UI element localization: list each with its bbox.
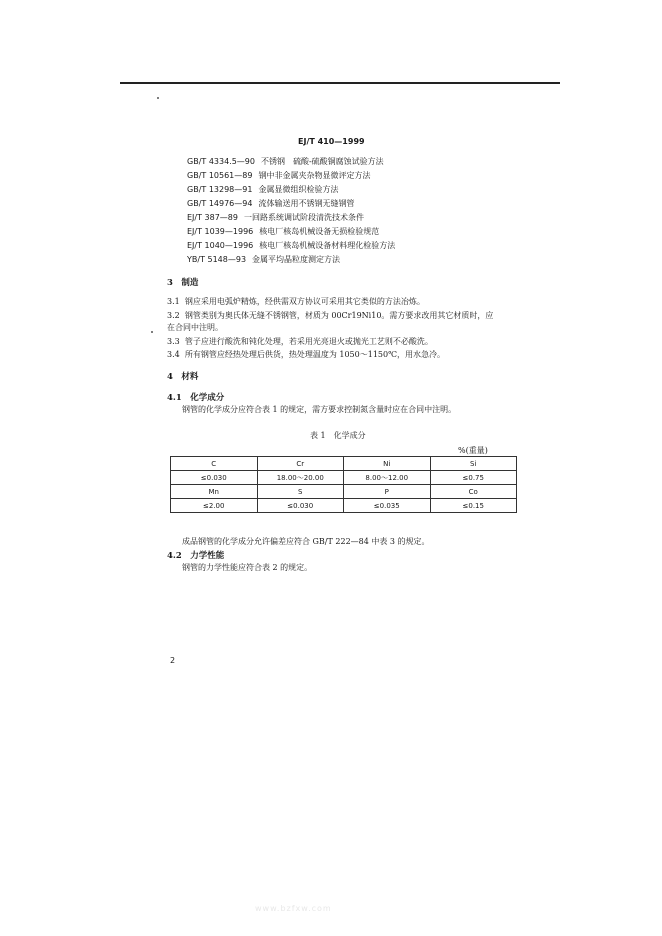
clause-3-2 <box>167 310 493 322</box>
clause-number: 3.2 <box>167 311 180 320</box>
reference-code: EJ/T 387—89 <box>187 213 238 222</box>
clause-3-3 <box>167 336 433 348</box>
table-cell: Cr <box>257 457 344 471</box>
reference-title: 不锈钢 硫酸-硫酸铜腐蚀试验方法 <box>260 157 384 166</box>
table-cell: P <box>344 485 431 499</box>
table-cell: S <box>257 485 344 499</box>
reference-code: GB/T 10561—89 <box>187 171 253 180</box>
table-cell: ≤0.75 <box>430 471 517 485</box>
reference-title: 金属显微组织检验方法 <box>258 185 339 194</box>
section-heading: 3 制造 <box>167 278 199 288</box>
table-cell: 18.00～20.00 <box>257 471 344 485</box>
table-cell: ≤2.00 <box>171 499 258 513</box>
reference-item <box>187 227 379 237</box>
reference-code: GB/T 13298—91 <box>187 185 253 194</box>
table-cell: Ni <box>344 457 431 471</box>
reference-item <box>187 199 354 209</box>
reference-title: 一回路系统调试阶段清洗技术条件 <box>244 213 364 222</box>
speck <box>151 331 153 333</box>
reference-item <box>187 255 340 265</box>
reference-code: GB/T 14976—94 <box>187 199 253 208</box>
table-cell: 8.00～12.00 <box>344 471 431 485</box>
reference-code: EJ/T 1039—1996 <box>187 227 254 236</box>
reference-item <box>187 241 395 251</box>
standard-number: EJ/T 410—1999 <box>298 137 365 146</box>
table-cell: Co <box>430 485 517 499</box>
subsection-heading: 4.1 化学成分 <box>167 393 225 403</box>
clause-text: 钢管类别为奥氏体无缝不锈钢管，材质为 00Cr19Ni10。需方要求改用其它材质时，应 <box>184 311 494 320</box>
clause-text: 管子应进行酸洗和钝化处理，若采用光亮退火或抛光工艺则不必酸洗。 <box>184 337 433 346</box>
clause-text: 所有钢管应经热处理后供货，热处理温度为 1050～1150℃，用水急冷。 <box>184 350 446 359</box>
table-caption: 表 1 化学成分 <box>310 431 366 440</box>
header-rule <box>120 82 560 84</box>
paragraph: 成品钢管的化学成分允许偏差应符合 GB/T 222—84 中表 3 的规定。 <box>182 537 430 546</box>
table-cell: Mn <box>171 485 258 499</box>
table-cell: C <box>171 457 258 471</box>
reference-title: 金属平均晶粒度测定方法 <box>252 255 341 264</box>
subsection-heading: 4.2 力学性能 <box>167 551 225 561</box>
table-row <box>171 499 517 513</box>
watermark: www.bzfxw.com <box>255 904 332 913</box>
reference-title: 钢中非金属夹杂物显微评定方法 <box>258 171 371 180</box>
reference-code: EJ/T 1040—1996 <box>187 241 254 250</box>
clause-number: 3.3 <box>167 337 180 346</box>
clause-3-1 <box>167 296 425 308</box>
paragraph: 钢管的化学成分应符合表 1 的规定，需方要求控制氮含量时应在合同中注明。 <box>182 405 457 414</box>
reference-code: GB/T 4334.5—90 <box>187 157 255 166</box>
reference-title: 核电厂核岛机械设备材料理化检验方法 <box>259 241 396 250</box>
table-row <box>171 457 517 471</box>
table-unit: %(重量) <box>458 446 488 455</box>
clause-number: 3.4 <box>167 350 180 359</box>
table-cell: ≤0.030 <box>257 499 344 513</box>
reference-code: YB/T 5148—93 <box>187 255 247 264</box>
reference-item <box>187 171 370 181</box>
table-cell: Si <box>430 457 517 471</box>
paragraph: 钢管的力学性能应符合表 2 的规定。 <box>182 563 313 572</box>
clause-text: 钢应采用电弧炉精炼，经供需双方协议可采用其它类似的方法冶炼。 <box>184 297 425 306</box>
reference-title: 核电厂核岛机械设备无损检验规范 <box>259 227 380 236</box>
speck <box>157 97 159 99</box>
table-cell: ≤0.035 <box>344 499 431 513</box>
table-cell: ≤0.15 <box>430 499 517 513</box>
table-row <box>171 471 517 485</box>
reference-item <box>187 185 338 195</box>
chemical-composition-table <box>170 456 517 513</box>
table-row <box>171 485 517 499</box>
reference-item <box>187 213 364 223</box>
reference-title: 流体输送用不锈钢无缝钢管 <box>258 199 355 208</box>
section-heading: 4 材料 <box>167 372 199 382</box>
reference-item <box>187 157 384 167</box>
table-cell: ≤0.030 <box>171 471 258 485</box>
page-number: 2 <box>170 656 176 665</box>
clause-3-2-continued: 在合同中注明。 <box>167 323 223 332</box>
clause-3-4 <box>167 349 445 361</box>
clause-number: 3.1 <box>167 297 180 306</box>
